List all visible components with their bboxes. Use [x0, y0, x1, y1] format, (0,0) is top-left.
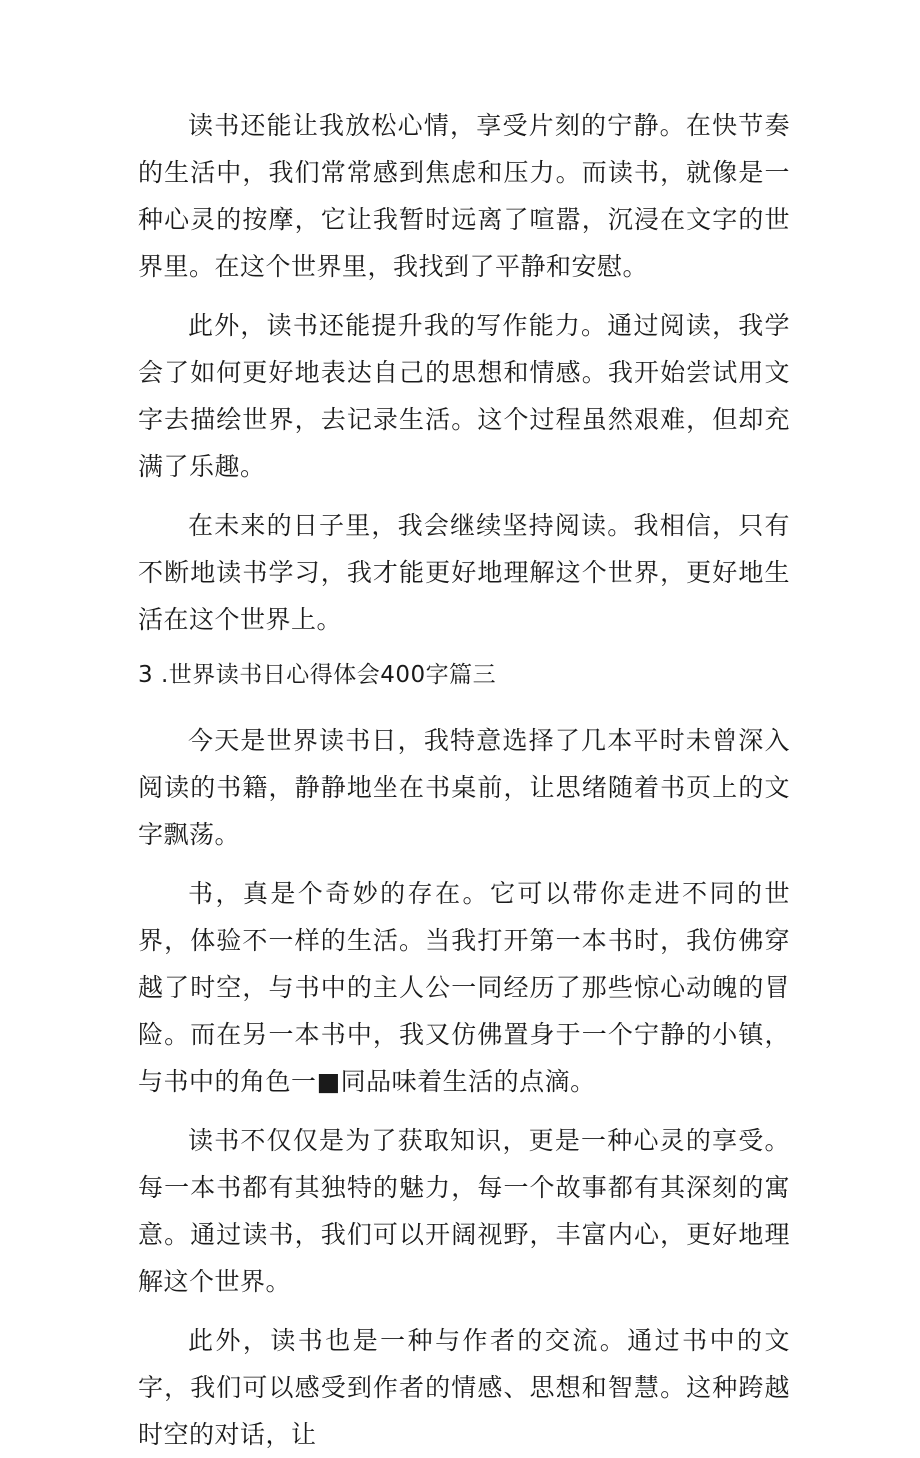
paragraph-author-dialogue: 此外，读书也是一种与作者的交流。通过书中的文字，我们可以感受到作者的情感、思想和智慧。这种跨越时空的对话，让: [138, 1326, 790, 1449]
paragraph-writing-ability: 此外，读书还能提升我的写作能力。通过阅读，我学会了如何更好地表达自己的思想和情感。我开始尝试用文字去描绘世界，去记录生活。这个过程虽然艰难，但却充满了乐趣。: [138, 311, 790, 481]
section-heading: 3 .世界读书日心得体会400字篇三: [138, 662, 497, 688]
paragraph-wonderful-books: 书，真是个奇妙的存在。它可以带你走进不同的世界，体验不一样的生活。当我打开第一本书时，我仿佛穿越了时空，与书中的主人公一同经历了那些惊心动魄的冒险。而在另一本书中，我又仿佛置身于一个宁静的小镇，与书中的角色一■同品味着生活的点滴。: [138, 879, 790, 1096]
paragraph-future-reading: 在未来的日子里，我会继续坚持阅读。我相信，只有不断地读书学习，我才能更好地理解这个世界，更好地生活在这个世界上。: [138, 511, 790, 634]
paragraph-enjoyment: 读书不仅仅是为了获取知识，更是一种心灵的享受。每一本书都有其独特的魅力，每一个故事都有其深刻的寓意。通过读书，我们可以开阔视野，丰富内心，更好地理解这个世界。: [138, 1126, 790, 1296]
paragraph-world-reading-day: 今天是世界读书日，我特意选择了几本平时未曾深入阅读的书籍，静静地坐在书桌前，让思绪随着书页上的文字飘荡。: [138, 726, 790, 849]
paragraph-relax: 读书还能让我放松心情，享受片刻的宁静。在快节奏的生活中，我们常常感到焦虑和压力。而读书，就像是一种心灵的按摩，它让我暂时远离了喧嚣，沉浸在文字的世界里。在这个世界里，我找到了平静和安慰。: [138, 111, 790, 281]
